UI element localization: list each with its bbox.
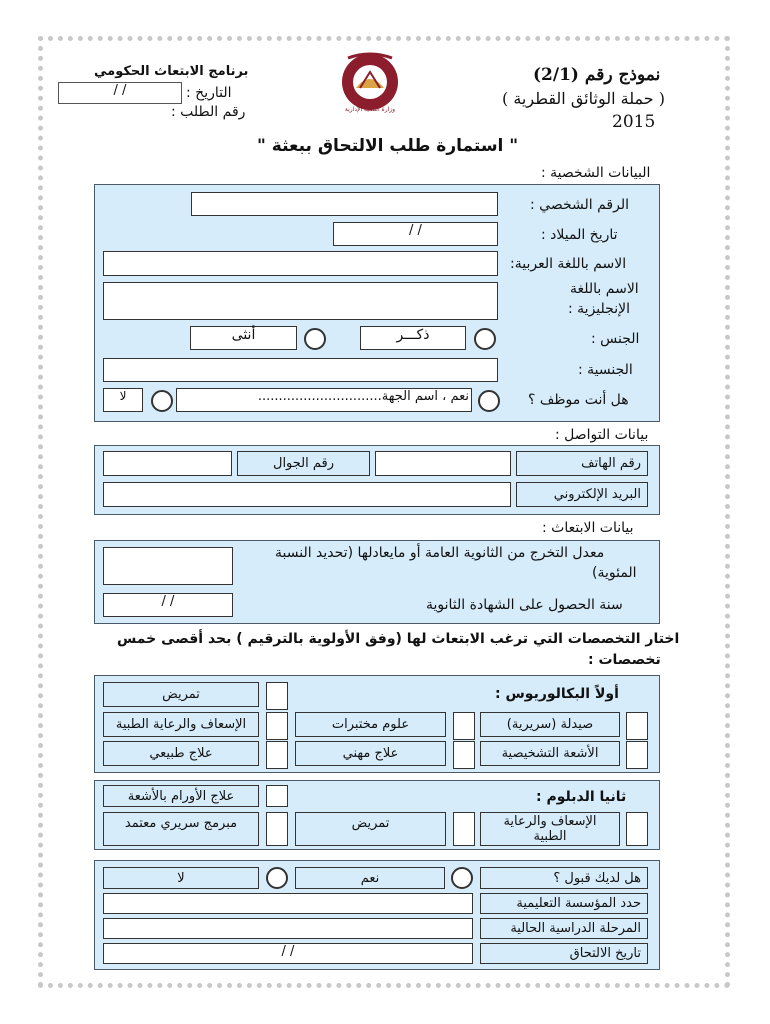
request-number-label: رقم الطلب : xyxy=(171,104,246,120)
diploma-radiation-oncology: علاج الأورام بالأشعة xyxy=(103,785,259,807)
male-option: ذكـــر xyxy=(360,326,466,350)
ministry-logo xyxy=(330,48,410,114)
diploma-ems-line-2: الطبية xyxy=(533,829,567,844)
diploma-ems-line-1: الإسعاف والرعاية xyxy=(503,814,597,829)
scholarship-heading: بيانات الابتعاث : xyxy=(542,520,634,536)
document-holders: ( حملة الوثائق القطرية ) xyxy=(502,89,665,108)
admission-yes-option: نعم xyxy=(295,867,445,889)
phone-field[interactable] xyxy=(375,451,511,476)
female-option: أنثى xyxy=(190,326,297,350)
employed-no-option: لا xyxy=(103,388,143,412)
bachelor-physiotherapy: علاج طبيعي xyxy=(103,741,259,766)
contact-heading: بيانات التواصل : xyxy=(555,427,649,443)
diploma-ems xyxy=(480,812,620,846)
diploma-checkbox-coder[interactable] xyxy=(266,812,288,846)
form-title: " استمارة طلب الالتحاق ببعثة " xyxy=(257,136,519,156)
year-field[interactable]: / / xyxy=(103,593,233,617)
form-number: نموذج رقم (2/1) xyxy=(533,65,661,85)
male-radio[interactable] xyxy=(474,328,496,350)
bachelor-checkbox-ot[interactable] xyxy=(453,741,475,769)
bachelor-checkbox-radiology[interactable] xyxy=(626,741,648,769)
nationality-label: الجنسية : xyxy=(578,362,633,378)
join-date-label: تاريخ الالتحاق xyxy=(480,943,648,964)
diploma-clinical-coder: مبرمج سريري معتمد xyxy=(103,812,259,846)
admission-no-radio[interactable] xyxy=(266,867,288,889)
diploma-checkbox-ems[interactable] xyxy=(626,812,648,846)
bachelor-lab-sciences: علوم مختبرات xyxy=(295,712,446,737)
institution-label: حدد المؤسسة التعليمية xyxy=(480,893,648,914)
year: 2015 xyxy=(612,112,656,132)
phone-label: رقم الهاتف xyxy=(516,451,648,476)
year-label: سنة الحصول على الشهادة الثانوية xyxy=(426,597,623,613)
bachelor-checkbox-nursing[interactable] xyxy=(266,682,288,710)
gpa-label-2: المئوية) xyxy=(592,565,637,581)
diploma-nursing: تمريض xyxy=(295,812,446,846)
bachelor-checkbox-lab[interactable] xyxy=(453,712,475,740)
id-field[interactable] xyxy=(191,192,498,216)
join-date-field[interactable]: / / xyxy=(103,943,473,964)
email-field[interactable] xyxy=(103,482,511,507)
dob-field[interactable]: / / xyxy=(333,222,498,246)
gpa-field[interactable] xyxy=(103,547,233,585)
diploma-heading: ثانيا الدبلوم : xyxy=(536,789,627,805)
female-radio[interactable] xyxy=(304,328,326,350)
employed-no-radio[interactable] xyxy=(151,390,173,412)
name-arabic-label: الاسم باللغة العربية: xyxy=(510,256,627,272)
gpa-label-1: معدل التخرج من الثانوية العامة أو مايعادلها (تحديد النسبة xyxy=(275,545,605,561)
name-english-label-1: الاسم باللغة xyxy=(570,281,639,297)
date-field[interactable]: / / xyxy=(58,82,182,104)
name-english-label-2: الإنجليزية : xyxy=(568,301,630,317)
bachelor-checkbox-pharmacy[interactable] xyxy=(626,712,648,740)
dob-label: تاريخ الميلاد : xyxy=(541,227,618,243)
bachelor-heading: أولاً البكالوريوس : xyxy=(495,686,619,702)
employed-label: هل أنت موظف ؟ xyxy=(528,392,629,408)
personal-heading: البيانات الشخصية : xyxy=(541,165,651,181)
specialties-instruction-1: اختار التخصصات التي ترغب الابتعاث لها (وفق الأولوية بالترقيم ) بحد أقصى خمس xyxy=(117,631,680,647)
specialties-instruction-2: تخصصات : xyxy=(588,652,661,668)
bachelor-occupational-therapy: علاج مهني xyxy=(295,741,446,766)
mobile-label: رقم الجوال xyxy=(237,451,370,476)
diploma-checkbox-nursing[interactable] xyxy=(453,812,475,846)
name-english-field[interactable] xyxy=(103,282,498,320)
admission-question: هل لديك قبول ؟ xyxy=(480,867,648,889)
stage-field[interactable] xyxy=(103,918,473,939)
svg-text:وزارة التنمية الإدارية: وزارة التنمية الإدارية xyxy=(344,106,396,113)
stage-label: المرحلة الدراسية الحالية xyxy=(480,918,648,939)
bachelor-checkbox-ems[interactable] xyxy=(266,712,288,740)
mobile-field[interactable] xyxy=(103,451,232,476)
name-arabic-field[interactable] xyxy=(103,251,498,276)
employed-yes-radio[interactable] xyxy=(478,390,500,412)
program-title: برنامج الابتعاث الحكومي xyxy=(94,64,249,79)
institution-field[interactable] xyxy=(103,893,473,914)
employer-field[interactable]: نعم ، اسم الجهة.............................. xyxy=(176,388,472,412)
bachelor-ems: الإسعاف والرعاية الطبية xyxy=(103,712,259,737)
admission-yes-radio[interactable] xyxy=(451,867,473,889)
id-label: الرقم الشخصي : xyxy=(530,197,629,213)
bachelor-pharmacy: صيدلة (سريرية) xyxy=(480,712,620,737)
bachelor-checkbox-pt[interactable] xyxy=(266,741,288,769)
gender-label: الجنس : xyxy=(591,331,640,347)
diploma-checkbox-oncology[interactable] xyxy=(266,785,288,807)
nationality-field[interactable] xyxy=(103,358,498,382)
admission-no-option: لا xyxy=(103,867,259,889)
date-label: التاريخ : xyxy=(186,85,232,101)
bachelor-radiology: الأشعة التشخيصية xyxy=(480,741,620,766)
bachelor-nursing: تمريض xyxy=(103,682,259,707)
email-label: البريد الإلكتروني xyxy=(516,482,648,507)
